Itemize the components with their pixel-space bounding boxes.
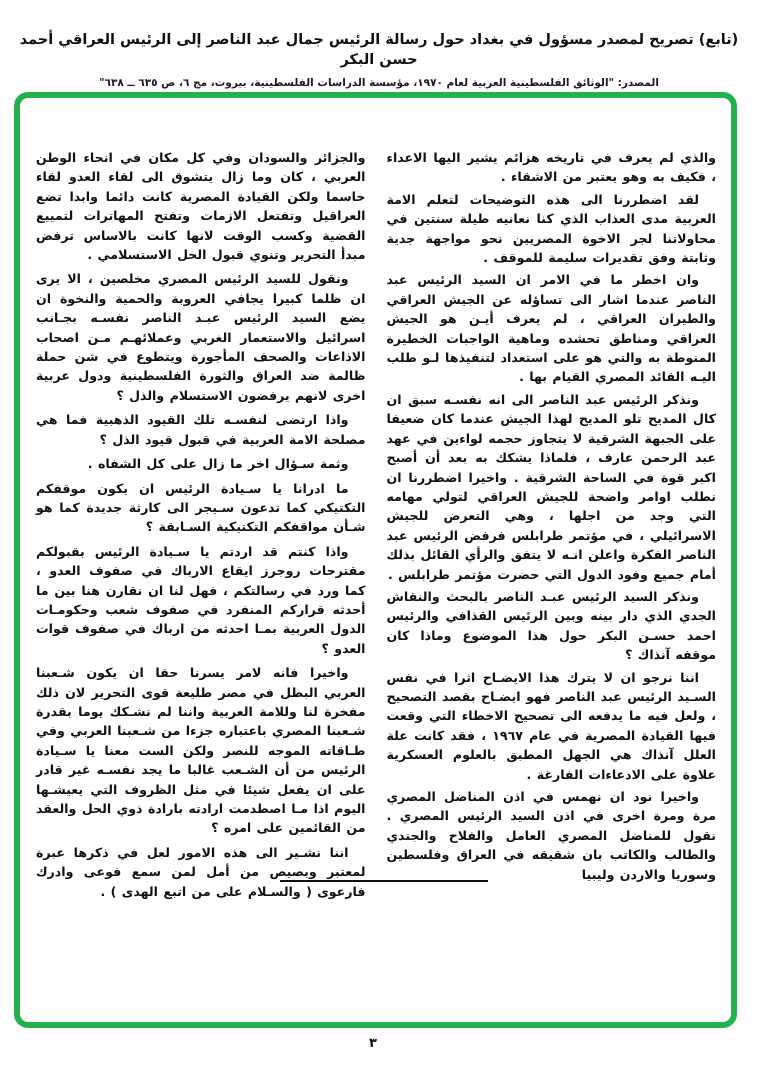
text-column-left <box>36 148 366 906</box>
document-body <box>20 148 731 906</box>
document-title: (تابع) تصريح لمصدر مسؤول في بغداد حول رسالة الرئيس جمال عبد الناصر إلى الرئيس العراقي أحمد حسن البكر <box>19 32 739 68</box>
paragraph: والذي لم يعرف في تاريخه هزائم يشير اليها الاعداء ، فكيف به وهو يعتبر من الاشقاء . <box>386 150 716 185</box>
paragraph: واخيرا نود ان نهمس في اذن المناضل المصري مرة ومرة اخرى في اذن السيد الرئيس المصري . نقول للمناضل المصري العامل والفلاح والجندي والطالب والكاتب بان شقيقه في العراق وفلسطين وسوريا والاردن وليبيا <box>386 789 716 882</box>
paragraph: واخيرا فانه لامر يسرنا حقا ان يكون شـعبنا العربي البطل في مصر طليعة قوى التحرير لان ذلك مفخرة لنا وللامة العربية واننا لم نشـكك يوما بقدرة شـعبنا المصري باعتباره جزءا من شـعبنا العربي وفي طـاقاته الموجه للنصر ولكن الست معنا يا سـيادة الرئيس من أن الشـعب غالبا ما يجد نفسـه غير قادر على ان يفعل شيئا في مثل الظروف التي يعيشـها اليوم اذا مـا اصطدمت ارادته بارادة ذوي الحل والعقد من القائمين على امره ؟ <box>36 665 366 836</box>
paragraph: ونذكر السيد الرئيس عبـد الناصر بالبحث والنقاش الجدي الذي دار بينه وبين الرئيس القذافي والرئيس احمد حسـن البكر حول هذا الموضوع وماذا كان موقفه آنذاك ؟ <box>386 588 716 663</box>
paragraph: واذا ارتضى لنفسـه تلك القيود الذهبية فما هي مصلحة الامة العربية في قبول قيود الذل ؟ <box>36 412 366 447</box>
document-header <box>10 30 748 89</box>
paragraph: وثمة سـؤال اخر ما زال على كل الشفاه . <box>87 456 349 472</box>
paragraph: اننا نرجو ان لا يترك هذا الايضـاح اثرا في نفس السـيد الرئيس عبد الناصر فهو ايضـاح بقصد التصحيح ، ولعل فيه ما يدفعه الى تصحيح الاخطاء التي وقعت فيها القيادة المصرية في عام ١٩٦٧ ، فقد كانت علة العلل آنذاك هي الجهل المطبق بالعلوم العسكرية علاوة على الادعاءات الفارغة . <box>386 669 716 782</box>
paragraph: وان اخطر ما في الامر ان السيد الرئيس عبد الناصر عندما اشار الى تساؤله عن الجيش العراقي والطيران العراقي ، لم يعرف أيـن هو الجيش العراقي ومناطق تحشده وماهية الواجبات الخطيرة المنوطة به والتي هو على استعداد لتنفيذها لـو طلب اليـه القائد المصري القيام بها . <box>386 272 716 385</box>
paragraph: ما ادرانا يا سـيادة الرئيس ان يكون موقفكم التكتيكي كما تدعون سـيجر الى كارثة جديدة كما هو شـأن مواقفكم التكتيكية السـابقة ؟ <box>36 480 366 535</box>
paragraph: اننا نشـير الى هذه الامور لعل في ذكرها عبرة لمعتبر وبصيص من أمل لمن سمع فوعى وادرك فارعوى ( والسـلام على من اتبع الهدى ) . <box>36 844 366 899</box>
text-column-right <box>387 148 717 906</box>
end-of-text-rule <box>280 880 488 882</box>
paragraph: ونذكر الرئيس عبد الناصر الى انه نفسـه سبق ان كال المديح تلو المديح لهذا الجيش عندما كان ضعيفا على الجبهة الشرقية لا يتجاوز حجمه لواءين في عهد عبد الرحمن عارف ، فلماذا يشكك به بعد أن أصبح اكبر قوة في الساحة الشرقية . واخيرا اضطررنا ان نطلب اوامر واضحة للجيش العراقي لتولي مهامه التي وجد من اجلها ، وهي التعرض للجيش الاسرائيلي ، في مؤتمر طرابلس فرفض الرئيس عبد الناصر الفكرة واعلن انـه لا يتفق والرأي القائل بذلك أمام جميع وفود الدول التي حضرت مؤتمر طرابلس . <box>386 391 716 582</box>
document-source-citation: المصدر: "الوثائق الفلسطينية العربية لعام ١٩٧٠، مؤسسة الدراسات الفلسطينية، بيروت، مج ٦، ص ٦٣٥ ــ ٦٣٨" <box>99 77 659 89</box>
paragraph: والجزائر والسودان وفي كل مكان في انحاء الوطن العربي ، كان وما زال يتشوق الى لقاء العدو لقاء حاسما ولكن القيادة المصرية كانت دائما وابدا تضع العراقيل وتفتعل الازمات وتفتح المهاترات لتمييع القضية وكسب الوقت لانها كانت بالاساس ترفض مبدأ التحرير وتنوي قبول الحل الاستسلامي . <box>36 150 366 263</box>
paragraph: ونقول للسيد الرئيس المصري مخلصين ، الا يرى ان ظلما كبيرا يجافي العروبة والحمية والنخوة ان يضع السيد الرئيس عبـد الناصر نفسـه بجـانب اسرائيل والاستعمار الغربي وعملائهـم مـن اصحاب الاذاعات والصحف المأجورة ويتطوع في شن حملة ظالمة ضد العراق والثورة الفلسطينية ودول عربية اخرى لانهم يرفضون الاستسلام والذل ؟ <box>36 271 366 403</box>
page-number: ٣ <box>369 1036 377 1051</box>
paragraph: واذا كنتم قد اردتم يا سـيادة الرئيس بقبولكم مقترحات روجرز ايقاع الارباك في صفوف العدو ، كما ورد في رسالتكم ، فهل لنا ان نقارن هنا بين ما أحدثه قراركم المنفرد في صفوف شعب وحكومـات الدول العربية بمـا احدثه من ارباك في صفوف قوات العدو ؟ <box>36 543 366 656</box>
paragraph: لقد اضطررنا الى هذه التوضيحات لتعلم الامة العربية مدى العذاب الذي كنا نعانيه طيلة سنتين في محاولاتنا لجر الاخوة المصريين نحو مواجهة جدية وثابتة وفق تقديرات سليمة للموقف . <box>386 191 716 266</box>
